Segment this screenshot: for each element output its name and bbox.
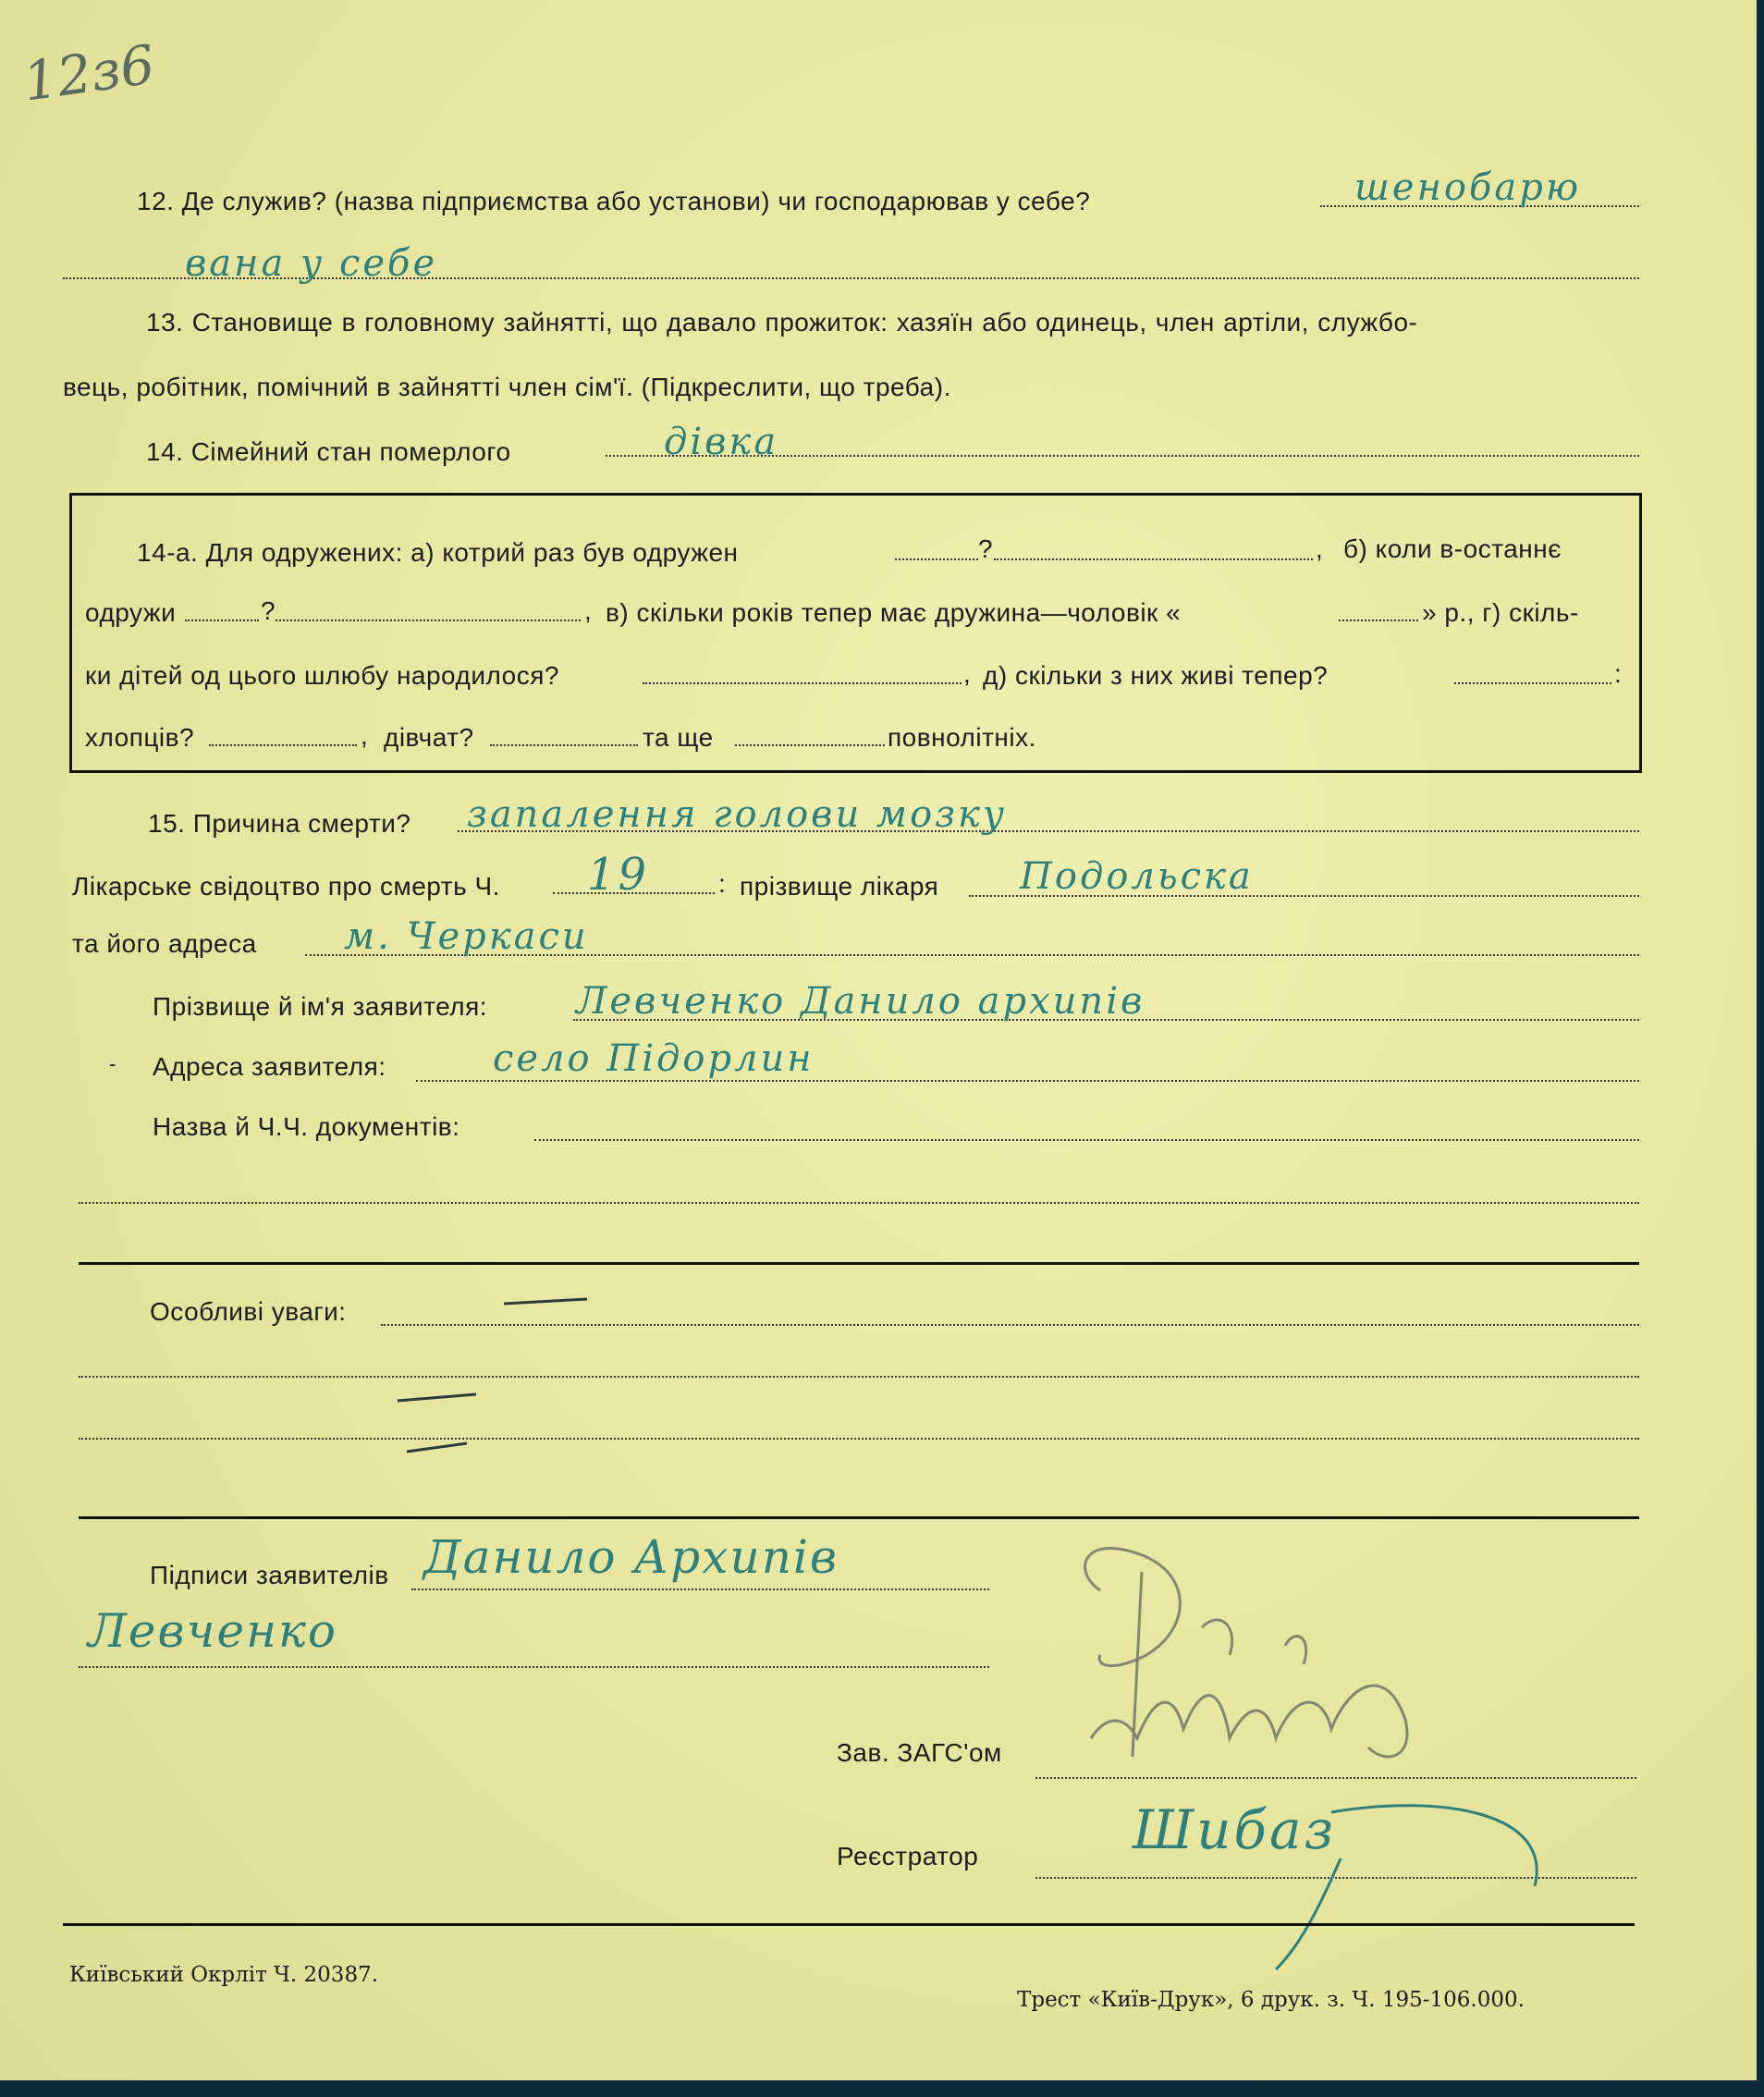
q15-label: 15. Причина смерти? [148,809,411,838]
q14a-comma-3: , [963,659,972,688]
q15-answer: запалення голови мозку [467,793,1008,836]
q14a-line-2c: » р., г) скіль- [1422,598,1579,627]
applicant-address: село Підорлин [493,1037,815,1080]
q14a-line-3a: ки дітей од цього шлюбу народилося? [85,661,559,690]
applicant-name: Левченко Данило архипів [576,980,1145,1023]
q14a-q-mark-1: ? [978,534,994,563]
doctor-name: Подольска [1020,855,1254,898]
applicant-signature-2: Левченко [88,1604,338,1658]
q14-answer: дівка [664,421,779,463]
q12-answer-2: вана у себе [185,242,438,285]
archive-number: 12з6 [18,32,159,114]
doctor-label: прізвище лікаря [740,872,939,901]
footer-right: Трест «Київ-Друк», 6 друк. з. Ч. 195-106.000. [1017,1988,1525,2012]
q14a-comma-4: , [361,721,369,750]
q12-label: 12. Де служив? (назва підприємства або установи) чи господарював у себе? [137,187,1091,215]
q14a-line-3b: д) скільки з них живі тепер? [983,661,1329,690]
applicant-name-label: Прізвище й ім'я заявителя: [153,992,488,1021]
q13-line-2: вець, робітник, помічний в зайнятті член сім'ї. (Підкреслити, що треба). [63,373,951,401]
doctor-address: м. Черкаси [344,915,589,958]
q14a-line-1a: 14-а. Для одружених: а) котрий раз був одружен [137,538,739,567]
q14a-line-4d: повнолітніх. [888,723,1036,752]
certificate-label: Лікарське свідоцтво про смерть Ч. [72,872,500,901]
q14a-colon: : [1614,659,1623,688]
registrar-signature: Шибаз [1133,1798,1337,1861]
q14a-line-4b: дівчат? [384,723,474,752]
head-of-registry-label: Зав. ЗАГС'ом [837,1738,1002,1767]
remarks-label: Особливі уваги: [150,1297,347,1326]
doctor-address-label: та його адреса [72,929,257,958]
certificate-number: 19 [587,849,650,901]
q13-line-1: 13. Становище в головному зайнятті, що давало прожиток: хазяїн або одинець, член артіли, службо- [146,308,1418,337]
footer-left: Київський Окрліт Ч. 20387. [69,1963,379,1987]
signatures-label: Підписи заявителів [150,1561,389,1589]
q14a-comma-1: , [1316,534,1324,563]
applicant-address-label: Адреса заявителя: [153,1052,386,1081]
certificate-colon: : [718,869,727,898]
q12-answer-1: шенобарю [1354,166,1582,209]
q14a-q-mark-2: ? [261,596,276,625]
q14a-line-1b: б) коли в-останнє [1343,534,1562,563]
documents-label: Назва й Ч.Ч. документів: [153,1112,460,1141]
q14-label: 14. Сімейний стан померлого [146,437,511,466]
footer-rule [63,1923,1635,1926]
q14a-comma-2: , [584,596,593,625]
q14a-line-4a: хлопців? [85,723,195,752]
q14a-line-4c: та ще [643,723,714,752]
registrar-label: Реєстратор [837,1842,979,1870]
q14a-line-2b: в) скільки років тепер має дружина—чоловік « [606,598,1182,627]
q14a-line-2a: одружи [85,598,177,627]
stray-mark: - [109,1052,116,1075]
applicant-signature-1: Данило Архипів [423,1530,839,1584]
